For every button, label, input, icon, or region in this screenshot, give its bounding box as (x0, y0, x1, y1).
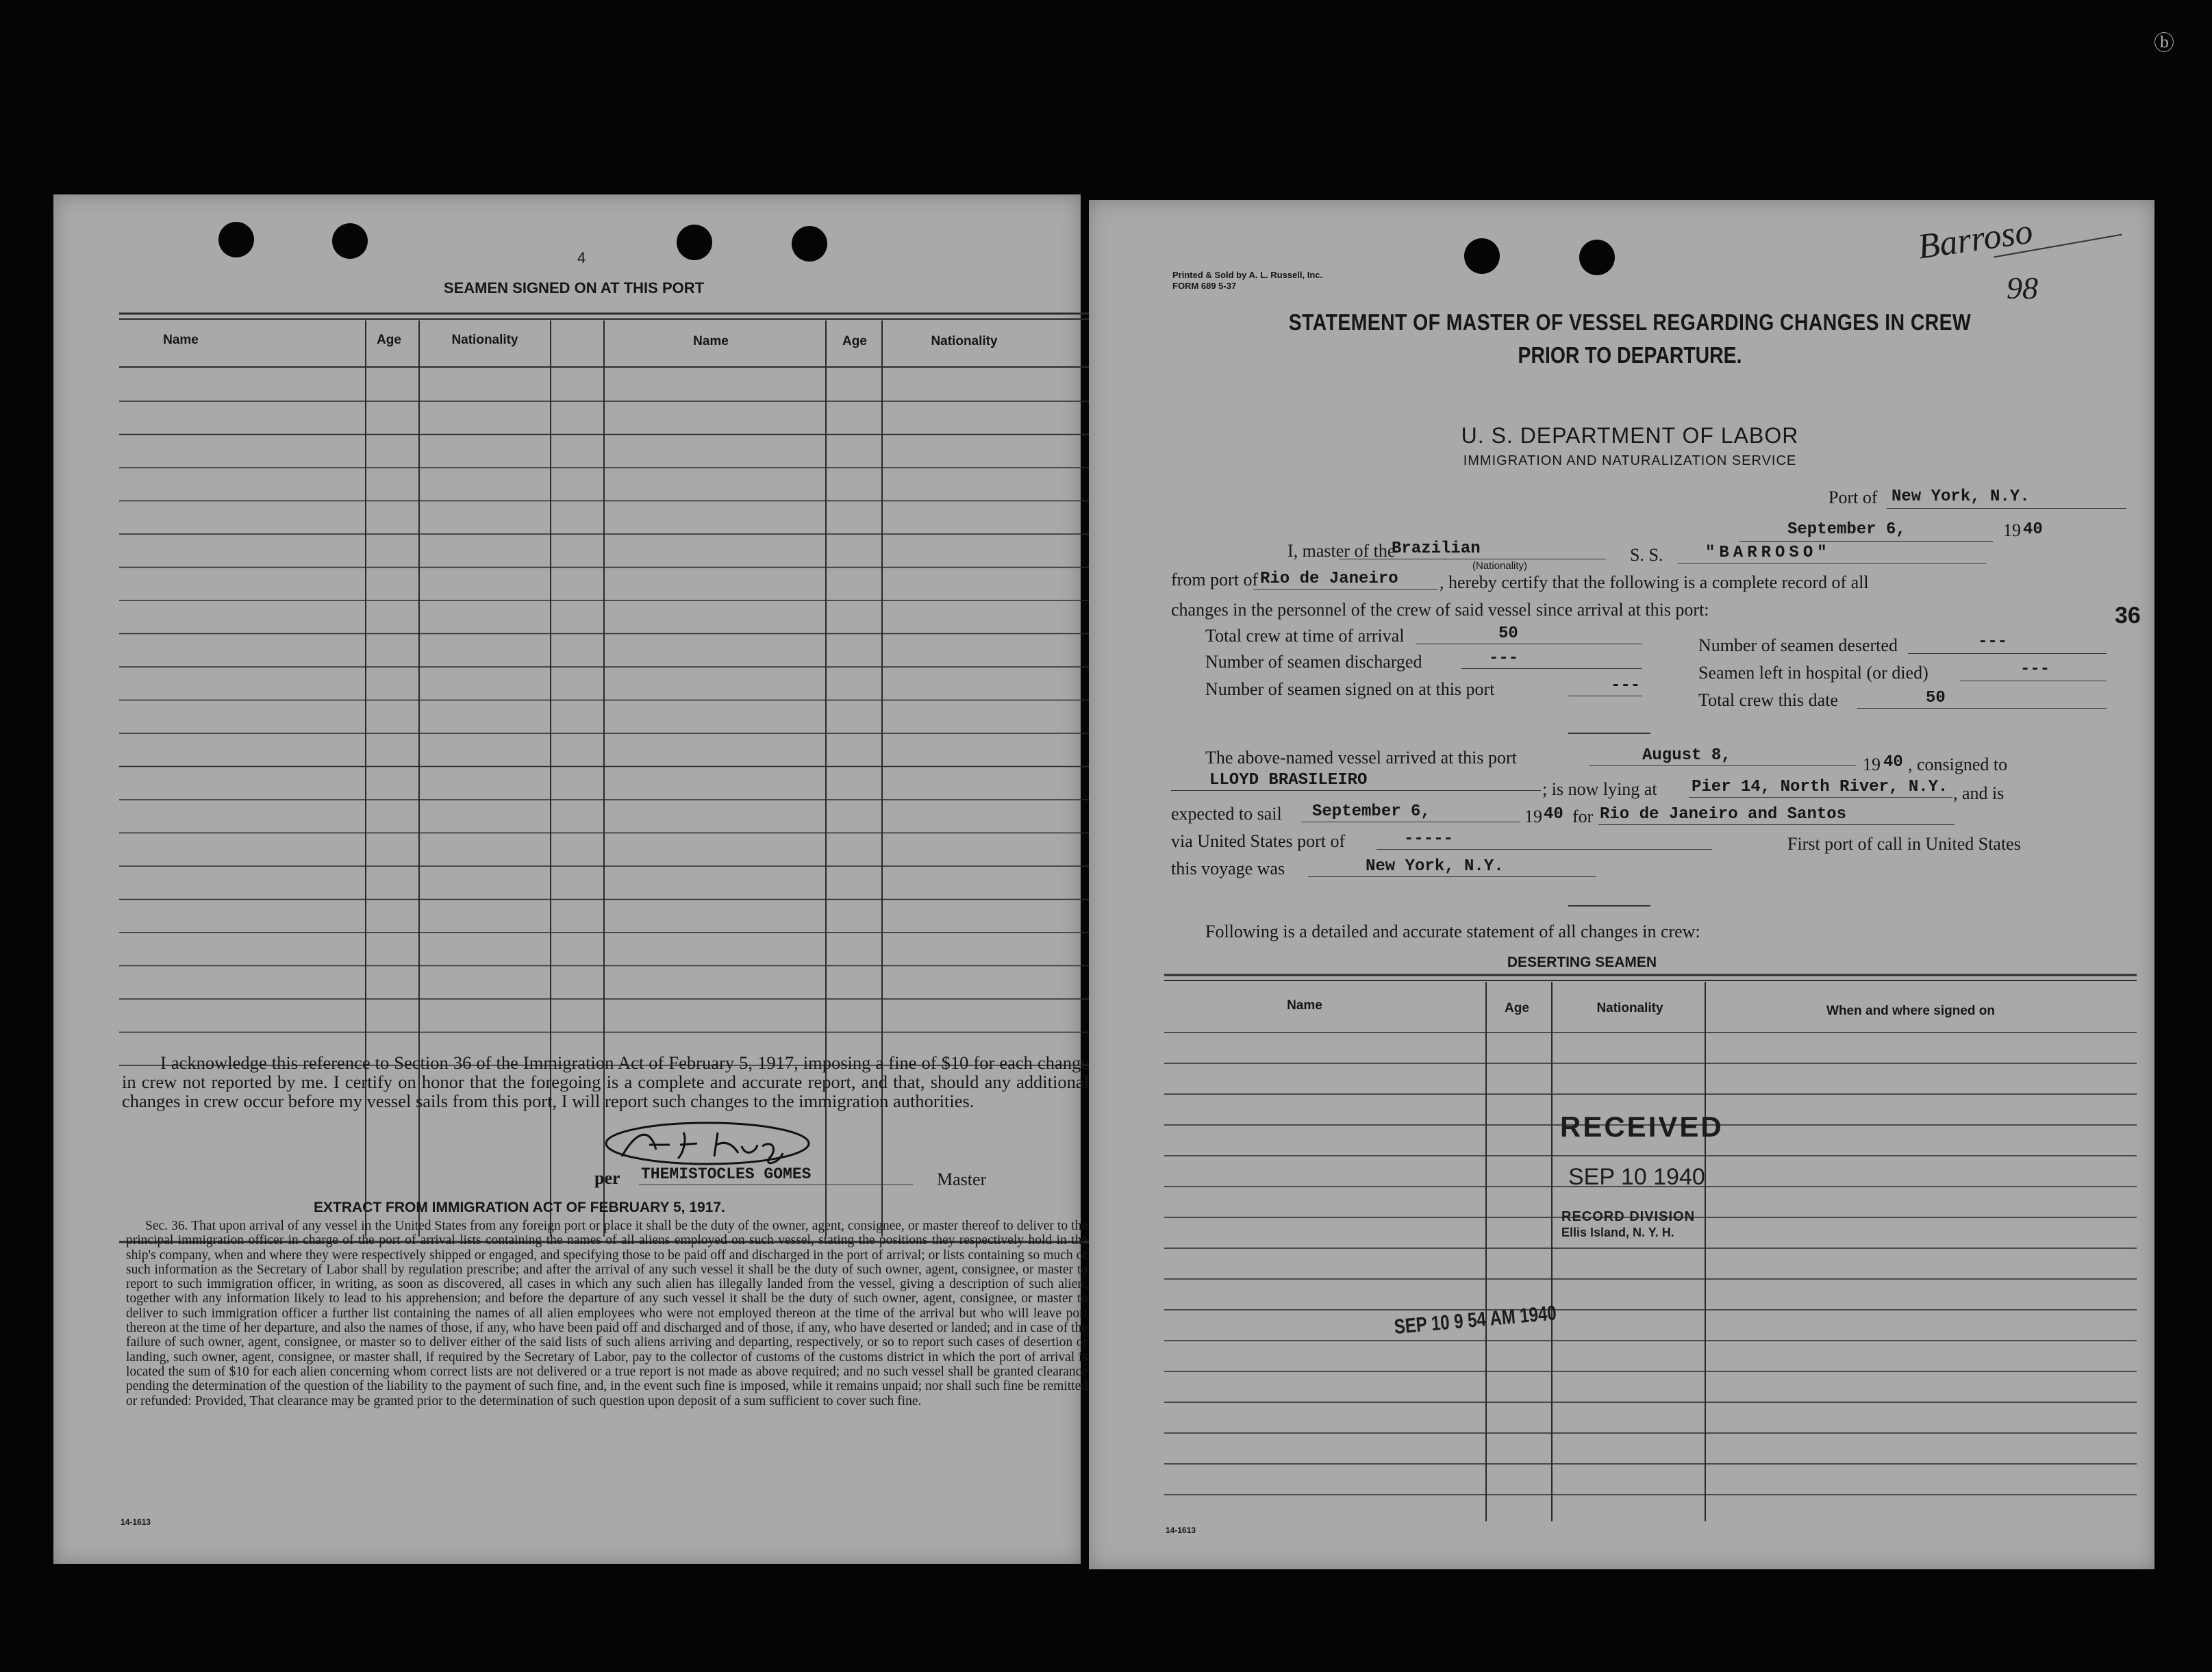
year-value: 40 (2023, 520, 2043, 539)
certify-text: , hereby certify that the following is a complete record of all (1440, 572, 1869, 592)
form-title: STATEMENT OF MASTER OF VESSEL REGARDING CHANGES IN CREW (1288, 309, 1972, 335)
deserted-label: Number of seamen deserted (1698, 635, 1898, 655)
voyage-label: this voyage was (1171, 859, 1285, 878)
record-division-stamp: RECORD DIVISION (1561, 1209, 1696, 1224)
per-label: per (594, 1168, 620, 1188)
punch-hole (792, 226, 827, 262)
column-header: Name (693, 334, 729, 349)
expected-year-prefix: 19 (1524, 807, 1542, 826)
from-port-value: Rio de Janeiro (1260, 570, 1398, 588)
handwritten-number: 98 (2007, 270, 2038, 305)
handwritten-ship-name: Barroso (1915, 212, 2035, 267)
section-36-text: Sec. 36. That upon arrival of any vessel in the United States from any foreign port or place it shall be the duty of the owner, agent, consignee, or master thereof to deliver to the principal immigration officer in charge of the port of arrival lists containing the names of all aliens employed on such vessel, stating the positions they respectively hold in the ship's company, when and where they were respectively shipped or engaged, and specifying those to be paid off and discharged in the port of arrival; or lists containing so much of such information as the Secretary of Labor shall by regulation prescribe; and after the arrival of any such vessel it shall be the duty of such owner, agent, consignee, or master to report to such immigration officer, in writing, as soon as discovered, all cases in which any such alien has illegally landed from the vessel, giving a description of such alien, together with any information likely to lead to his apprehension; and before the departure of any such vessel it shall be the duty of such owner, agent, consignee, or master to deliver to such immigration officer a further list containing the names of all alien employees who were not employed thereon at the time of the arrival but who will leave port thereon at the time of her departure, and also the names of those, if any, who have been paid off and discharged and of those, if any, who have deserted or landed; and in case of the failure of such owner, agent, consignee, or master so to deliver either of the said lists of such aliens arriving and departing, respectively, or so to report such cases of desertion or landing, such owner, agent, consignee, or master shall, if required by the Secretary of Labor, pay to the collector of customs of the customs district in which the port of arrival is located the sum of $10 for each alien concerning whom correct lists are not delivered or a true report is not made as above required; and no such vessel shall be granted clearance pending the determination of the question of the liability to the payment of such fine, and, in the event such fine is imposed, while it remains unpaid; nor shall such fine be remitted or refunded: Provided, That clearance may be granted prior to the determination of such question upon deposit of a sum sufficient to cover such fine. (126, 1219, 1088, 1408)
time-stamp: SEP 10 9 54 AM 1940 (1393, 1302, 1557, 1339)
form-title-line2: PRIOR TO DEPARTURE. (1518, 342, 1742, 368)
following-text: Following is a detailed and accurate statement of all changes in crew: (1205, 922, 1700, 941)
section-title: SEAMEN SIGNED ON AT THIS PORT (443, 279, 705, 296)
master-of-label: I, master of the (1287, 541, 1396, 561)
discharged-value: --- (1489, 649, 1519, 668)
ellis-island-stamp: Ellis Island, N. Y. H. (1561, 1226, 1674, 1239)
deserting-seamen-title: DESERTING SEAMEN (1507, 954, 1657, 970)
lying-label: ; is now lying at (1542, 779, 1657, 799)
nationality-caption: (Nationality) (1472, 560, 1528, 572)
port-label: Port of (1828, 487, 1878, 507)
right-page (1089, 200, 2154, 1569)
form-code: 14-1613 (1166, 1525, 1196, 1535)
lying-value: Pier 14, North River, N.Y. (1692, 778, 1948, 796)
date-value: September 6, (1787, 520, 1906, 539)
punch-hole (677, 225, 712, 260)
printer-line: Printed & Sold by A. L. Russell, Inc. (1172, 270, 1323, 280)
total-crew-arrival-value: 50 (1498, 624, 1518, 643)
punch-hole (332, 223, 368, 259)
expected-year-value: 40 (1544, 805, 1563, 824)
extract-title: EXTRACT FROM IMMIGRATION ACT OF FEBRUARY 5, 1917. (314, 1200, 725, 1215)
department: U. S. DEPARTMENT OF LABOR (1461, 423, 1799, 448)
acknowledgement-text: I acknowledge this reference to Section 36 of the Immigration Act of February 5, 1917, imposing a fine of $10 for each change in crew not reported by me. I certify on honor that the foregoing is a complete and accurate report, and that, should any additional changes in crew occur before my vessel sails from this port, I will report such changes to the immigration authorities. (122, 1052, 1089, 1111)
first-port-label: First port of call in United States (1787, 834, 2021, 854)
punch-hole (1464, 238, 1500, 274)
and-is-label: , and is (1953, 783, 2004, 803)
arrived-value: August 8, (1642, 746, 1731, 765)
via-label: via United States port of (1171, 831, 1346, 851)
port-value: New York, N.Y. (1891, 487, 2030, 506)
deserted-value: --- (1978, 633, 2008, 651)
via-value: ----- (1404, 830, 1454, 848)
signed-on-label: Number of seamen signed on at this port (1205, 679, 1495, 699)
column-header: Nationality (451, 333, 518, 347)
expected-value: September 6, (1312, 802, 1431, 821)
master-name: THEMISTOCLES GOMES (641, 1165, 812, 1183)
ship-name: "BARROSO" (1705, 544, 1831, 562)
received-stamp-date: SEP 10 1940 (1568, 1164, 1705, 1190)
signed-on-value: --- (1611, 676, 1641, 695)
service: IMMIGRATION AND NATURALIZATION SERVICE (1463, 453, 1797, 468)
arrived-year-prefix: 19 (1863, 755, 1881, 774)
nationality-value: Brazilian (1392, 540, 1481, 558)
punch-hole (218, 222, 254, 257)
form-number: FORM 689 5-37 (1172, 281, 1237, 291)
certify-text-2: changes in the personnel of the crew of said vessel since arrival at this port: (1171, 600, 1709, 620)
margin-number: 36 (2115, 603, 2141, 629)
total-crew-date-value: 50 (1926, 689, 1946, 707)
received-stamp: RECEIVED (1560, 1111, 1724, 1143)
total-crew-date-label: Total crew this date (1698, 690, 1838, 710)
form-code: 14-1613 (121, 1517, 151, 1527)
year-prefix: 19 (2003, 520, 2021, 540)
discharged-label: Number of seamen discharged (1205, 652, 1422, 672)
from-port-label: from port of (1171, 570, 1259, 590)
deserting-seamen-table (1164, 974, 2137, 1528)
page-number: 4 (577, 249, 586, 266)
master-label: Master (937, 1169, 987, 1189)
voyage-value: New York, N.Y. (1366, 857, 1504, 876)
consigned-label: , consigned to (1908, 755, 2008, 774)
punch-hole (1579, 240, 1615, 275)
consignee-value: LLOYD BRASILEIRO (1209, 771, 1368, 789)
hospital-value: --- (2020, 660, 2050, 679)
column-header: Age (1505, 1001, 1529, 1015)
column-header: Age (377, 333, 401, 347)
left-page (53, 194, 1089, 1564)
column-header: When and where signed on (1826, 1004, 1995, 1018)
arrived-label: The above-named vessel arrived at this port (1205, 748, 1517, 768)
column-header: Nationality (1596, 1001, 1663, 1015)
column-header: Nationality (931, 334, 998, 349)
total-crew-arrival-label: Total crew at time of arrival (1205, 626, 1405, 646)
corner-mark: ⓑ (2154, 32, 2174, 55)
column-header: Age (842, 334, 867, 349)
hospital-label: Seamen left in hospital (or died) (1698, 663, 1928, 683)
for-label: for (1572, 807, 1594, 826)
column-header: Name (163, 333, 199, 347)
destination-value: Rio de Janeiro and Santos (1600, 805, 1847, 824)
ss-label: S. S. (1630, 545, 1663, 565)
expected-label: expected to sail (1171, 804, 1282, 824)
arrived-year-value: 40 (1883, 753, 1903, 772)
column-header: Name (1287, 998, 1322, 1013)
